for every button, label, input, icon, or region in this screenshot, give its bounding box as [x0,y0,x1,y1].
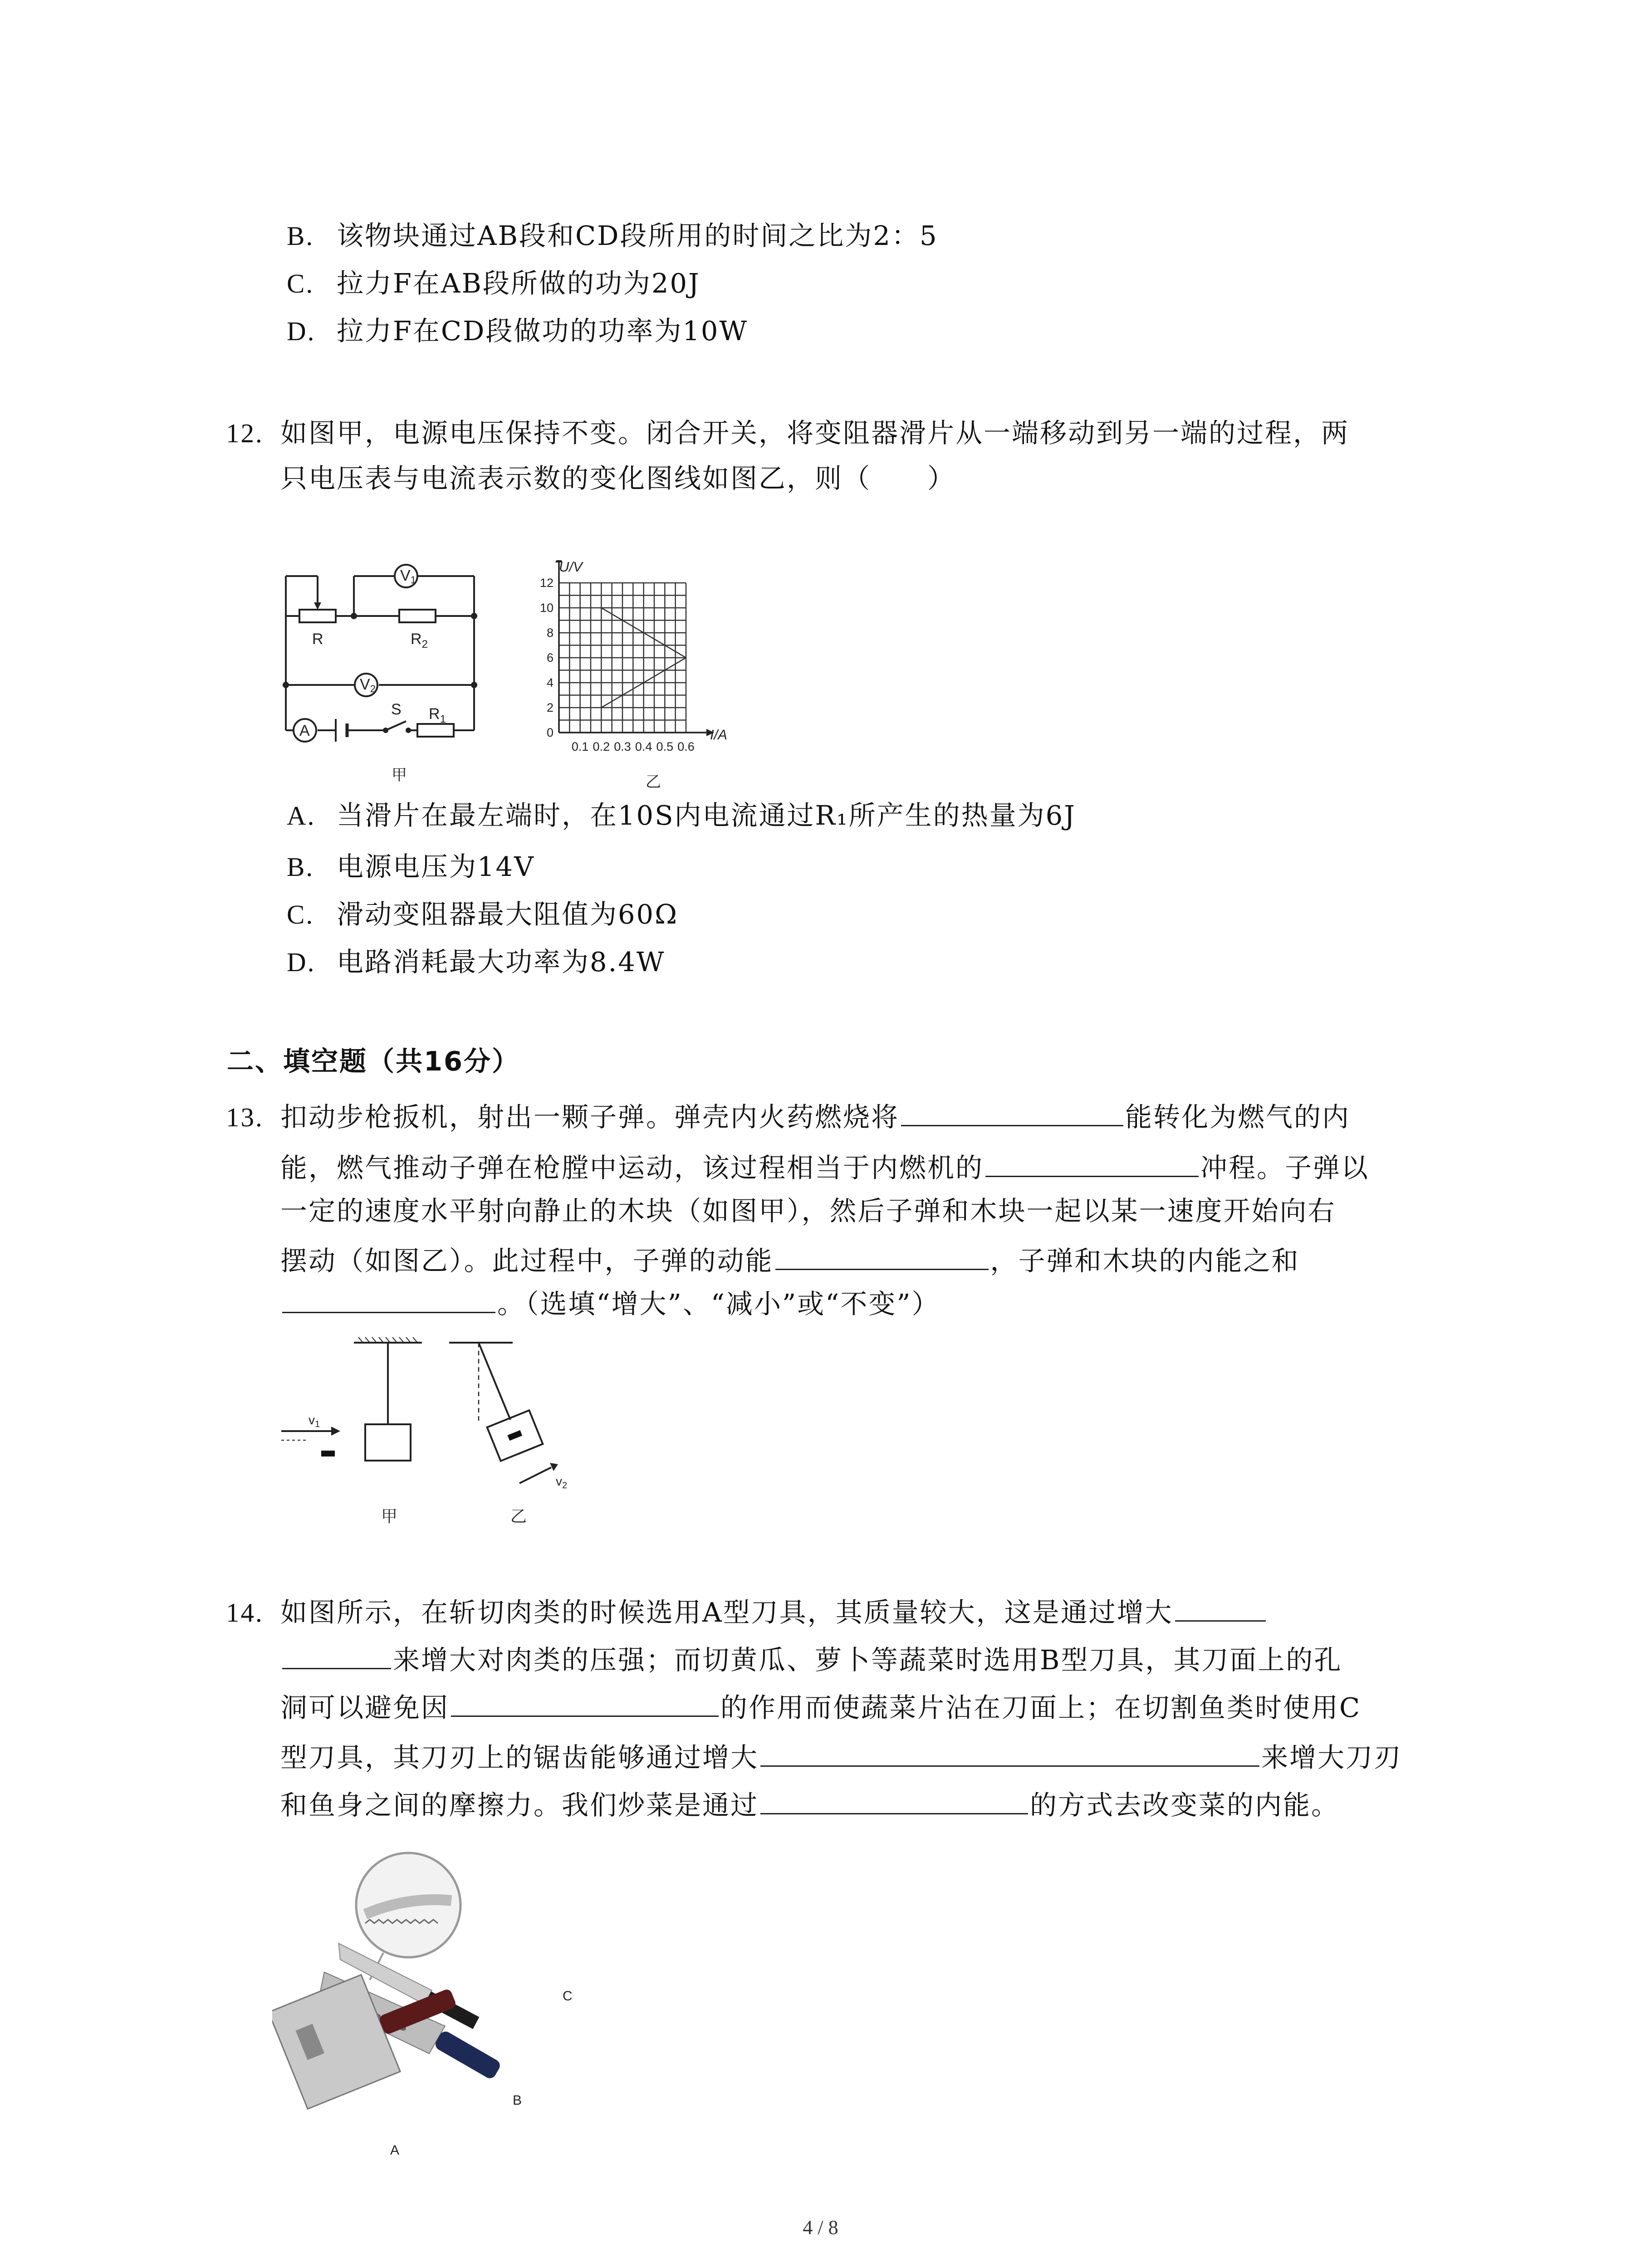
x-tick-label: 0.1 [571,740,589,753]
y-tick-label: 2 [546,701,554,714]
label-v2: V2 [360,676,376,694]
graph-caption: 乙 [646,773,661,791]
y-tick-label: 0 [546,726,554,739]
label-v1: V1 [400,567,416,586]
y-tick-label: 12 [539,576,554,590]
q11-option-c: C. 拉力F在AB段所做的功为20J [287,268,700,299]
q12-stem-line2: 只电压表与电流表示数的变化图线如图乙，则（ ） [280,463,956,494]
q14-blank-4[interactable] [760,1785,1028,1814]
q13-blank-2[interactable] [985,1148,1199,1177]
q13-blank-4[interactable] [282,1284,495,1313]
circuit-caption: 甲 [392,767,407,784]
q14-line5: 和鱼身之间的摩擦力。我们炒菜是通过 的方式去改变菜的内能。 [280,1785,1339,1823]
q13-blank-1[interactable] [901,1097,1123,1126]
label-r: R [312,631,323,648]
label-v1: $v_1$ [309,1413,320,1429]
graph-xlabel: I/A [710,727,727,743]
q14-line4: 型刀具，其刀刃上的锯齿能够通过增大 来增大刀刃 [280,1737,1402,1776]
q12-option-c: C. 滑动变阻器最大阻值为60Ω [287,899,678,930]
q13-blank-3[interactable] [775,1241,989,1270]
q14-knives-figure [272,1842,599,2168]
section-title: 二、填空题（共16分） [227,1046,520,1077]
x-tick-label: 0.6 [677,740,695,753]
q13-line4: 摆动（如图乙）。此过程中，子弹的动能 ，子弹和木块的内能之和 [280,1241,1300,1279]
q14-line1: 14. 如图所示，在斩切肉类的时候选用A型刀具，其质量较大，这是通过增大 [226,1592,1268,1631]
label-ammeter: A [299,722,310,739]
q11-option-d: D. 拉力F在CD段做功的功率为10W [287,315,749,347]
q12-option-b: B. 电源电压为14V [287,851,535,882]
fig-caption-jia: 甲 [381,1507,398,1525]
q12-option-d: D. 电路消耗最大功率为8.4W [287,946,666,978]
q13-line3: 一定的速度水平射向静止的木块（如图甲），然后子弹和木块一起以某一速度开始向右 [280,1195,1336,1227]
y-tick-label: 4 [546,676,554,689]
q12-circuit-diagram [272,549,526,794]
y-tick-label: 10 [539,601,554,615]
q14-blank-1b[interactable] [282,1640,391,1669]
q13-line1: 13. 扣动步枪扳机，射出一颗子弹。弹壳内火药燃烧将 能转化为燃气的内 [226,1097,1350,1135]
label-r1: $R_1$ [429,705,446,725]
q13-line5: 。（选填“增大”、“减小”或“不变”） [280,1284,940,1322]
q12-stem-line1: 12. 如图甲，电源电压保持不变。闭合开关，将变阻器滑片从一端移动到另一端的过程，两 [226,417,1350,449]
q14-line3: 洞可以避免因 的作用而使蔬菜片沾在刀面上；在切割鱼类时使用C [280,1687,1361,1726]
q14-line2: 来增大对肉类的压强；而切黄瓜、萝卜等蔬菜时选用B型刀具，其刀面上的孔 [280,1640,1342,1678]
knife-label-a: A [390,2143,400,2158]
q13-pendulum-figure [272,1334,599,1542]
q14-blank-1a[interactable] [1175,1592,1266,1622]
knife-label-c: C [563,1989,573,2004]
label-v2: $v_2$ [556,1474,568,1491]
x-tick-label: 0.3 [614,740,631,753]
y-tick-label: 8 [546,626,554,640]
q14-blank-3[interactable] [760,1737,1259,1767]
knife-label-b: B [513,2093,522,2108]
graph-ylabel: U/V [559,560,583,575]
x-tick-label: 0.5 [656,740,674,753]
y-tick-label: 6 [546,651,554,665]
q14-blank-2[interactable] [451,1687,719,1717]
q12-option-a: A. 当滑片在最左端时，在10S内电流通过R₁所产生的热量为6J [287,800,1076,831]
q11-option-b: B. 该物块通过AB段和CD段所用的时间之比为2：5 [287,220,938,251]
q12-graph [531,560,767,796]
x-tick-label: 0.4 [635,740,652,753]
label-r2: $R_2$ [411,631,428,650]
fig-caption-yi: 乙 [510,1507,527,1525]
q13-line2: 能，燃气推动子弹在枪膛中运动，该过程相当于内燃机的 冲程。子弹以 [280,1148,1369,1186]
label-switch: S [391,701,402,718]
page-number: 4 / 8 [803,2216,838,2239]
x-tick-label: 0.2 [593,740,610,753]
